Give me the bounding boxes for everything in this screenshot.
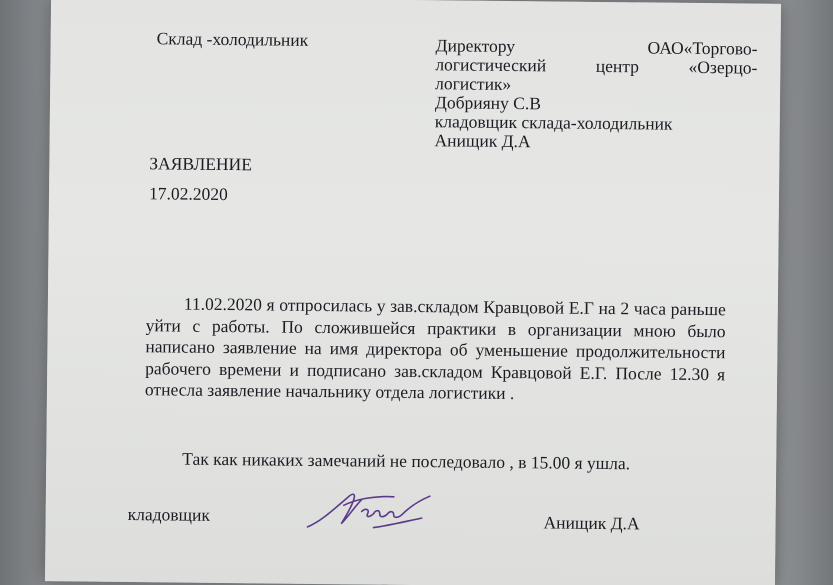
addressee-block bbox=[434, 36, 757, 153]
statement-closing: Так как никаких замечаний не последовало , в 15.00 я ушла. bbox=[182, 448, 631, 474]
addressee-line-1: Директору ОАО«Торгово- bbox=[435, 35, 758, 59]
document-title: ЗАЯВЛЕНИЕ bbox=[149, 153, 253, 175]
paper-sheet bbox=[45, 0, 781, 585]
signer-name: Анищик Д.А bbox=[543, 512, 640, 534]
addressee-sender-position: кладовщик склада-холодильник bbox=[434, 111, 673, 134]
addressee-line-2: логистический центр «Озерцо- bbox=[435, 54, 758, 78]
document-date: 17.02.2020 bbox=[148, 183, 228, 205]
addressee-sender-name: Анищик Д.А bbox=[434, 130, 531, 152]
department-name: Склад -холодильник bbox=[156, 28, 309, 50]
signer-role: кладовщик bbox=[127, 504, 211, 525]
handwritten-signature bbox=[303, 487, 433, 536]
statement-paragraph: 11.02.2020 я отпросилась у зав.складом Кравцовой Е.Г на 2 часа раньше уйти с работы. По сложившейся практики в организации мною было написано заявление на имя директора об уменьшение продолжительности рабочего времени и подписано зав.складом Кравцовой Е.Г. После 12.30 я отнесла заявление начальнику отдела логистики . bbox=[144, 293, 726, 404]
addressee-director-name: Добрияну С.В bbox=[434, 92, 542, 114]
addressee-line-3: логистик» bbox=[435, 73, 512, 95]
